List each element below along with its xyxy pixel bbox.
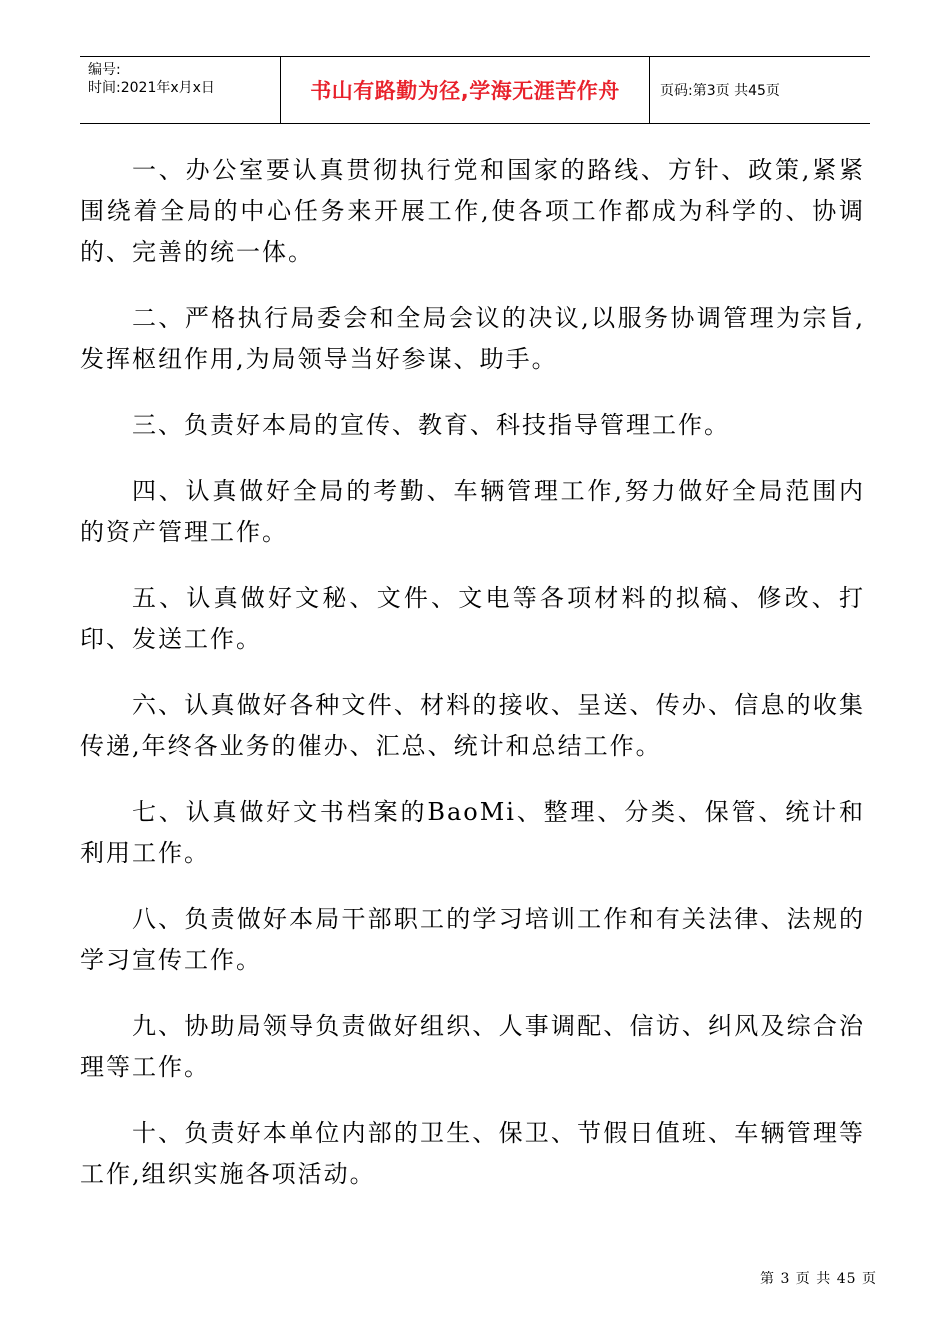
paragraph-8: 八、负责做好本局干部职工的学习培训工作和有关法律、法规的学习宣传工作。	[80, 905, 865, 974]
document-header	[80, 56, 870, 124]
header-page-info: 页码:第3页 共45页	[660, 83, 780, 99]
header-meta	[80, 57, 280, 123]
paragraph-1: 一、办公室要认真贯彻执行党和国家的路线、方针、政策,紧紧围绕着全局的中心任务来开展工作,使各项工作都成为科学的、协调的、完善的统一体。	[80, 156, 865, 266]
paragraph-7: 七、认真做好文书档案的BaoMi、整理、分类、保管、统计和利用工作。	[80, 798, 865, 867]
paragraph-5: 五、认真做好文秘、文件、文电等各项材料的拟稿、修改、打印、发送工作。	[80, 584, 865, 653]
page-footer: 第 3 页 共 45 页	[760, 1271, 877, 1287]
paragraph-10: 十、负责好本单位内部的卫生、保卫、节假日值班、车辆管理等工作,组织实施各项活动。	[80, 1119, 865, 1188]
paragraph-9: 九、协助局领导负责做好组织、人事调配、信访、纠风及综合治理等工作。	[80, 1012, 865, 1081]
document-body	[80, 150, 865, 1220]
paragraph-2: 二、严格执行局委会和全局会议的决议,以服务协调管理为宗旨,发挥枢纽作用,为局领导当好参谋、助手。	[80, 304, 865, 373]
number-label: 编号:	[88, 62, 121, 78]
time-label: 时间:2021年x月x日	[88, 80, 215, 96]
paragraph-4: 四、认真做好全局的考勤、车辆管理工作,努力做好全局范围内的资产管理工作。	[80, 477, 865, 546]
header-motto: 书山有路勤为径,学海无涯苦作舟	[280, 57, 650, 123]
paragraph-6: 六、认真做好各种文件、材料的接收、呈送、传办、信息的收集传递,年终各业务的催办、汇总、统计和总结工作。	[80, 691, 865, 760]
paragraph-3: 三、负责好本局的宣传、教育、科技指导管理工作。	[132, 411, 730, 439]
